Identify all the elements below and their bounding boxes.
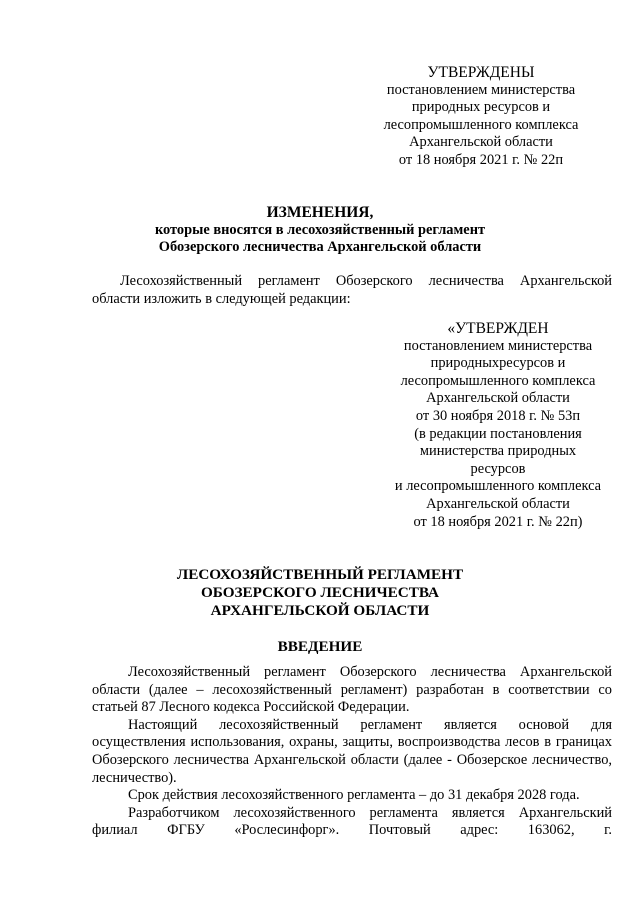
approval2-line: Архангельской области xyxy=(426,390,570,407)
approval2-line: от 30 ноября 2018 г. № 53п xyxy=(415,407,581,424)
introduction-heading: ВВЕДЕНИЕ xyxy=(277,638,363,655)
approval2-line: постановлением министерства xyxy=(403,337,593,354)
regulation-title-line: ЛЕСОХОЗЯЙСТВЕННЫЙ РЕГЛАМЕНТ xyxy=(176,566,464,583)
approval2-line: от 18 ноября 2021 г. № 22п) xyxy=(413,513,583,530)
approval2-line: (в редакции постановления xyxy=(414,425,582,442)
changes-subtitle-line: Обозерского лесничества Архангельской области xyxy=(158,239,482,256)
approval2-heading: «УТВЕРЖДЕН xyxy=(447,320,549,337)
body-paragraph: Срок действия лесохозяйственного регламента – до 31 декабря 2028 года. xyxy=(128,787,580,804)
approval2-line: Архангельской области xyxy=(426,495,570,512)
regulation-title-line: АРХАНГЕЛЬСКОЙ ОБЛАСТИ xyxy=(210,602,430,619)
changes-title: ИЗМЕНЕНИЯ, xyxy=(266,204,374,221)
approval-heading: УТВЕРЖДЕНЫ xyxy=(427,64,535,81)
approval-line: лесопромышленного комплекса xyxy=(383,116,579,133)
intro-line: Лесохозяйственный регламент Обозерского лесничества Архангельской xyxy=(120,273,612,289)
approval-line: постановлением министерства xyxy=(386,81,576,98)
intro-paragraph xyxy=(92,273,612,308)
regulation-title-line: ОБОЗЕРСКОГО ЛЕСНИЧЕСТВА xyxy=(200,584,440,601)
approval2-line: и лесопромышленного комплекса xyxy=(394,478,602,495)
approval2-line: министерства природных xyxy=(419,443,577,460)
approval-line: Архангельской области xyxy=(409,134,553,151)
body-paragraph: Настоящий лесохозяйственный регламент является основой для осуществления использования, охраны, защиты, воспроизводства лесов в границах Обозерского лесничества Архангельской области (далее - Обозерское лесничество, лесничество). xyxy=(92,716,612,786)
approval2-line: лесопромышленного комплекса xyxy=(400,372,596,389)
changes-title-block xyxy=(0,204,640,257)
approval2-line: ресурсов xyxy=(470,460,526,477)
approval2-line: природныхресурсов и xyxy=(430,355,566,372)
body-paragraph: Лесохозяйственный регламент Обозерского лесничества Архангельской области (далее – лесохозяйственный регламент) разработан в соответствии со статьей 87 Лесного кодекса Российской Федерации. xyxy=(92,664,612,716)
changes-subtitle-line: которые вносятся в лесохозяйственный регламент xyxy=(154,221,486,238)
body-paragraph: Разработчиком лесохозяйственного регламента является Архангельский филиал ФГБУ «Рослесинфорг». Почтовый адрес: 163062, г. xyxy=(92,804,612,839)
approval-line: природных ресурсов и xyxy=(411,99,551,116)
regulation-title xyxy=(0,566,640,620)
intro-line: области изложить в следующей редакции: xyxy=(92,290,351,307)
introduction-body xyxy=(92,664,612,840)
approval-stamp xyxy=(368,64,594,170)
approval-stamp-quoted xyxy=(380,320,616,531)
approval-date-line: от 18 ноября 2021 г. № 22п xyxy=(398,151,564,168)
